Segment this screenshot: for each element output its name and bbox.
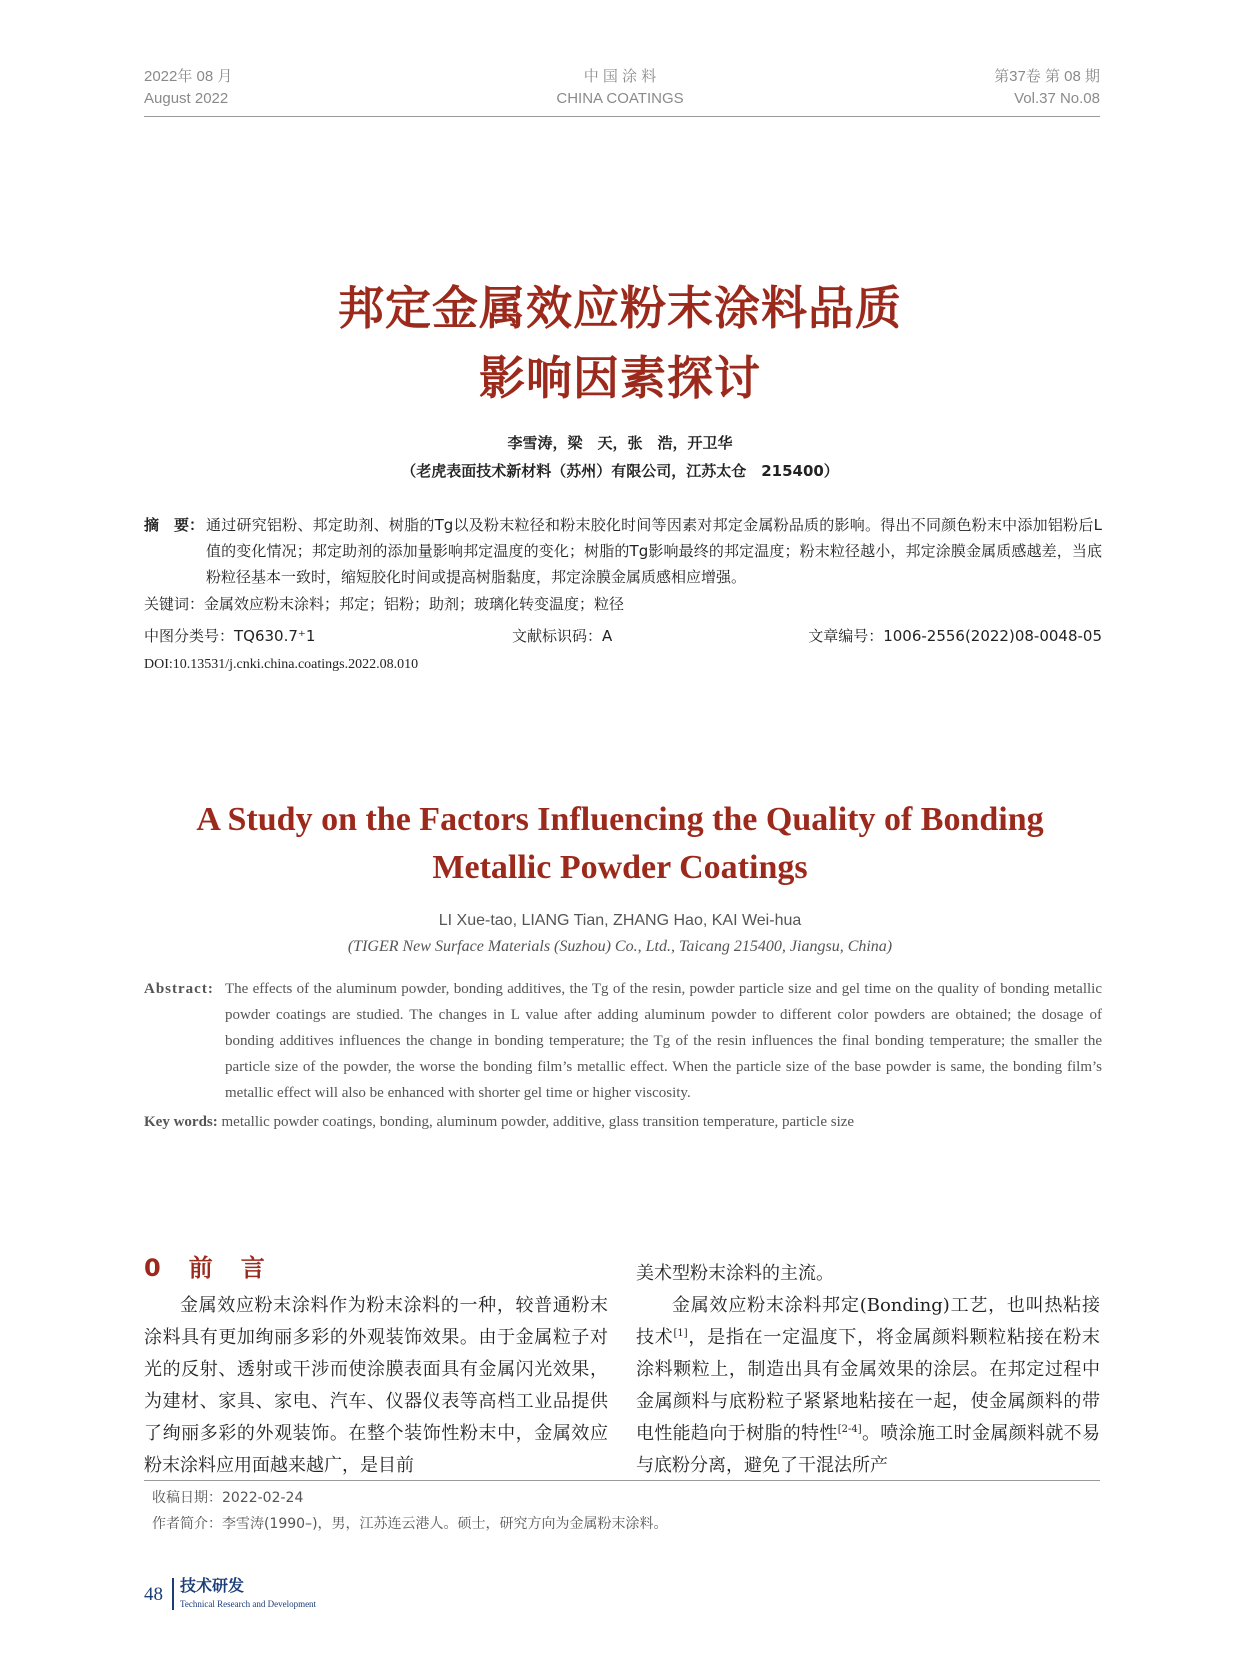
running-header-left	[144, 66, 232, 110]
abstract-cn	[144, 512, 1102, 590]
body-column-right	[636, 1258, 1100, 1482]
body-column-left	[144, 1290, 608, 1482]
keywords-en	[144, 1110, 1102, 1134]
bonding-text-b: ，是指在一定温度下，将金属颜料颗粒粘接在粉末涂料颗粒上，制造出具有金属效果的涂层。在邦定过程中金属颜料与底粉粒子紧紧地粘接在一起，使金属颜料的带电性能趋向于树脂的特性	[636, 1327, 1101, 1444]
running-header-center	[520, 66, 720, 110]
section-heading: 0 前 言	[144, 1254, 267, 1282]
footnote-rule	[144, 1480, 1100, 1481]
abstract-en-text: The effects of the aluminum powder, bonding additives, the Tg of the resin, powder particle size and gel time on the quality of bonding metallic powder coatings are studied. The changes in L value after adding aluminum powder to different color powders are obtained; the dosage of bonding additives influences the change in bonding temperature; the Tg of the resin influences the final bonding temperature; the smaller the particle size of the powder, the worse the bonding film’s metallic effect. When the particle size of the base powder is same, the bonding film’s metallic effect will also be enhanced with shorter gel time or higher viscosity.	[225, 981, 1102, 1101]
title-en-line2: Metallic Powder Coatings	[432, 849, 808, 886]
authors-en: LI Xue-tao, LIANG Tian, ZHANG Hao, KAI Wei-hua	[438, 912, 802, 929]
citation-2-4: [2-4]	[837, 1424, 862, 1435]
title-en-line1: A Study on the Factors Influencing the Quality of Bonding	[196, 801, 1044, 838]
doi: DOI:10.13531/j.cnki.china.coatings.2022.08.010	[144, 657, 419, 672]
authors-cn: 李雪涛，梁 天，张 浩，开卫华	[507, 434, 733, 452]
keywords-en-label: Key words:	[144, 1114, 218, 1130]
intro-continuation: 美术型粉末涂料的主流。	[636, 1263, 834, 1284]
abstract-en-label: Abstract:	[144, 981, 214, 997]
citation-1: [1]	[673, 1328, 688, 1339]
footer-divider	[172, 1578, 174, 1610]
page-number: 48	[144, 1584, 163, 1605]
clc-number: 中图分类号：TQ630.7⁺1	[144, 627, 316, 645]
header-issue-en: Vol.37 No.08	[1014, 90, 1100, 107]
header-date-cn: 2022年 08 月	[144, 68, 233, 85]
footer-section-en: Technical Research and Development	[180, 1599, 317, 1609]
keywords-en-text: metallic powder coatings, bonding, aluminum powder, additive, glass transition temperature, particle size	[221, 1114, 855, 1130]
abstract-en	[144, 976, 1102, 1106]
keywords-cn: 关键词：金属效应粉末涂料；邦定；铝粉；助剂；玻璃化转变温度；粒径	[144, 595, 625, 613]
title-cn-line1: 邦定金属效应粉末涂料品质	[338, 281, 902, 335]
abstract-cn-text: 通过研究铝粉、邦定助剂、树脂的Tg以及粉末粒径和粉末胶化时间等因素对邦定金属粉品质的影响。得出不同颜色粉末中添加铝粉后L值的变化情况；邦定助剂的添加量影响邦定温度的变化；树脂的Tg影响最终的邦定温度；粉末粒径越小，邦定涂膜金属质感越差，当底粉粒径基本一致时，缩短胶化时间或提高树脂黏度，邦定涂膜金属质感相应增强。	[206, 516, 1102, 586]
received-date: 收稿日期：2022-02-24	[152, 1490, 304, 1506]
header-issue-cn: 第37卷 第 08 期	[994, 68, 1100, 85]
header-journal-en: CHINA COATINGS	[556, 90, 684, 107]
bonding-paragraph	[636, 1290, 1100, 1482]
bonding-text-a: 金属效应粉末涂料邦定(Bonding)工艺，也叫热粘接技术	[636, 1295, 1100, 1348]
document-code: 文献标识码：A	[512, 627, 613, 645]
abstract-cn-label: 摘 要：	[144, 516, 205, 534]
footer-section-cn: 技术研发	[180, 1576, 245, 1595]
author-bio: 作者简介：李雪涛(1990–)，男，江苏连云港人。硕士，研究方向为金属粉末涂料。	[152, 1516, 668, 1532]
article-number: 文章编号：1006-2556(2022)08-0048-05	[808, 627, 1102, 645]
header-rule	[144, 116, 1100, 117]
bonding-text-c: 。喷涂施工时金属颜料就不易与底粉分离，避免了干混法所产	[636, 1423, 1101, 1476]
title-cn-line2: 影响因素探讨	[479, 351, 761, 405]
running-header-right	[994, 66, 1100, 110]
affiliation-en: (TIGER New Surface Materials (Suzhou) Co., Ltd., Taicang 215400, Jiangsu, China)	[347, 938, 893, 955]
affiliation-cn: （老虎表面技术新材料（苏州）有限公司，江苏太仓 215400）	[401, 462, 839, 480]
intro-paragraph: 金属效应粉末涂料作为粉末涂料的一种，较普通粉末涂料具有更加绚丽多彩的外观装饰效果。由于金属粒子对光的反射、透射或干涉而使涂膜表面具有金属闪光效果，为建材、家具、家电、汽车、仪器仪表等高档工业品提供了绚丽多彩的外观装饰。在整个装饰性粉末中，金属效应粉末涂料应用面越来越广，是目前	[144, 1295, 608, 1476]
header-date-en: August 2022	[144, 90, 229, 107]
header-journal-cn: 中 国 涂 料	[583, 68, 657, 85]
